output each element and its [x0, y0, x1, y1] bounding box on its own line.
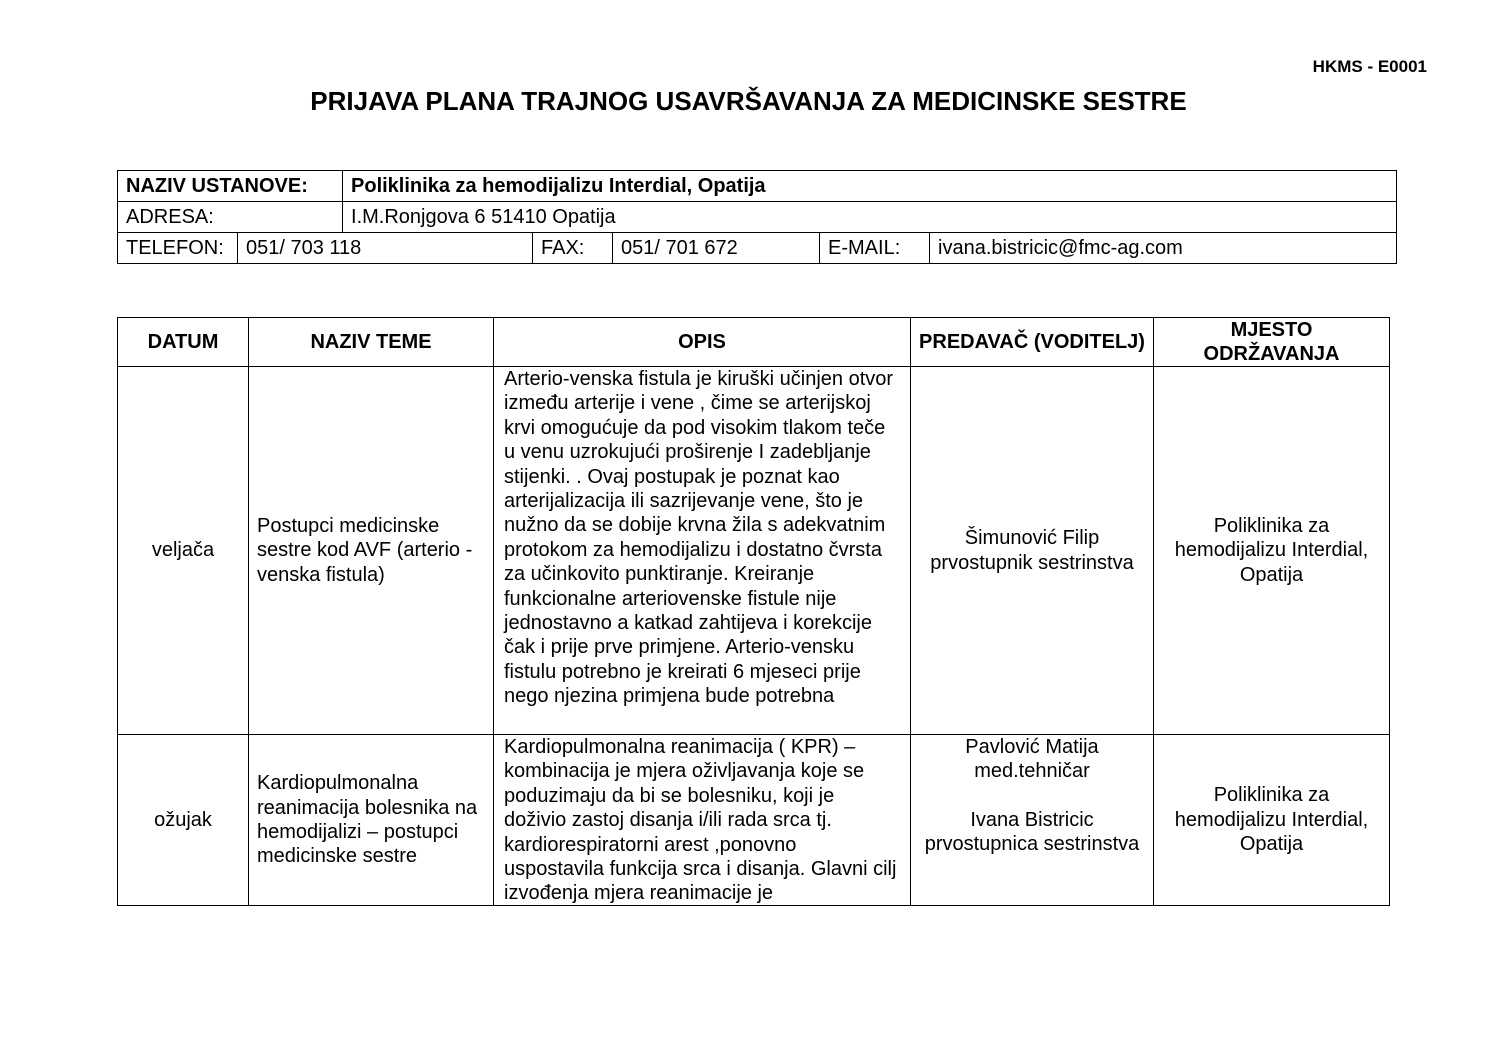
institution-contact-row — [118, 233, 1397, 264]
email-label: E-MAIL: — [820, 233, 930, 264]
institution-address-row — [118, 202, 1397, 233]
institution-name-label: NAZIV USTANOVE: — [118, 171, 343, 202]
table-row — [118, 735, 1390, 906]
header-date: DATUM — [118, 318, 249, 367]
address-label: ADRESA: — [118, 202, 343, 233]
row-lecturer — [911, 367, 1154, 735]
fax-label: FAX: — [533, 233, 613, 264]
header-description: OPIS — [494, 318, 911, 367]
lecturer-name: Ivana Bistricic — [970, 808, 1094, 831]
header-topic: NAZIV TEME — [249, 318, 494, 367]
row-date: veljača — [118, 367, 249, 735]
table-row — [118, 367, 1390, 735]
phone-value: 051/ 703 118 — [238, 233, 533, 264]
education-plan-table — [117, 317, 1390, 906]
lecturer-name: Šimunović Filip — [964, 527, 1100, 550]
lecturer-title: prvostupnica sestrinstva — [924, 833, 1140, 856]
header-place: MJESTO ODRŽAVANJA — [1154, 318, 1390, 367]
email-value: ivana.bistricic@fmc-ag.com — [930, 233, 1397, 264]
row-lecturer — [911, 735, 1154, 906]
form-code: HKMS - E0001 — [1312, 57, 1427, 76]
institution-name-row — [118, 171, 1397, 202]
header-lecturer: PREDAVAČ (VODITELJ) — [911, 318, 1154, 367]
row-place: Poliklinika za hemodijalizu Interdial, Opatija — [1154, 367, 1390, 735]
fax-value: 051/ 701 672 — [613, 233, 820, 264]
row-date: ožujak — [118, 735, 249, 906]
lecturer-name: Pavlović Matija — [965, 736, 1099, 758]
description-text: Kardiopulmonalna reanimacija ( KPR) – kombinacija je mjera oživljavanja koje se poduzimaju da bi se bolesniku, koji je doživio zastoj disanja i/ili rada srca tj. kardiorespiratorni arest ,ponovno uspostavila funkcija srca i disanja. Glavni cilj izvođenja mjera reanimacije je — [504, 736, 897, 905]
lecturer-title: med.tehničar — [974, 760, 1090, 783]
lecturer-title: prvostupnik sestrinstva — [930, 551, 1134, 574]
row-description — [494, 735, 911, 906]
row-topic: Postupci medicinske sestre kod AVF (arterio - venska fistula) — [249, 367, 494, 735]
institution-name-value: Poliklinika za hemodijalizu Interdial, Opatija — [343, 171, 1397, 202]
table-header-row — [118, 318, 1390, 367]
row-topic: Kardiopulmonalna reanimacija bolesnika na hemodijalizi – postupci medicinske sestre — [249, 735, 494, 906]
address-value: I.M.Ronjgova 6 51410 Opatija — [343, 202, 1397, 233]
institution-table — [117, 170, 1397, 264]
phone-label: TELEFON: — [118, 233, 238, 264]
row-place: Poliklinika za hemodijalizu Interdial, Opatija — [1154, 735, 1390, 906]
row-description: Arterio-venska fistula je kiruški učinjen otvor između arterije i vene , čime se arterijskoj krvi omogućuje da pod visokim tlakom teče u venu uzrokujući proširenje I zadebljanje stijenki. . Ovaj postupak je poznat kao arterijalizacija ili sazrijevanje vene, što je nužno da se dobije krvna žila s adekvatnim protokom za hemodijalizu i dostatno čvrsta za učinkovito punktiranje. Kreiranje funkcionalne arteriovenske fistule nije jednostavno a katkad zahtijeva i korekcije čak i prije prve primjene. Arterio-vensku fistulu potrebno je kreirati 6 mjeseci prije nego njezina primjena bude potrebna — [494, 367, 911, 735]
page-title: PRIJAVA PLANA TRAJNOG USAVRŠAVANJA ZA MEDICINSKE SESTRE — [310, 86, 1187, 116]
